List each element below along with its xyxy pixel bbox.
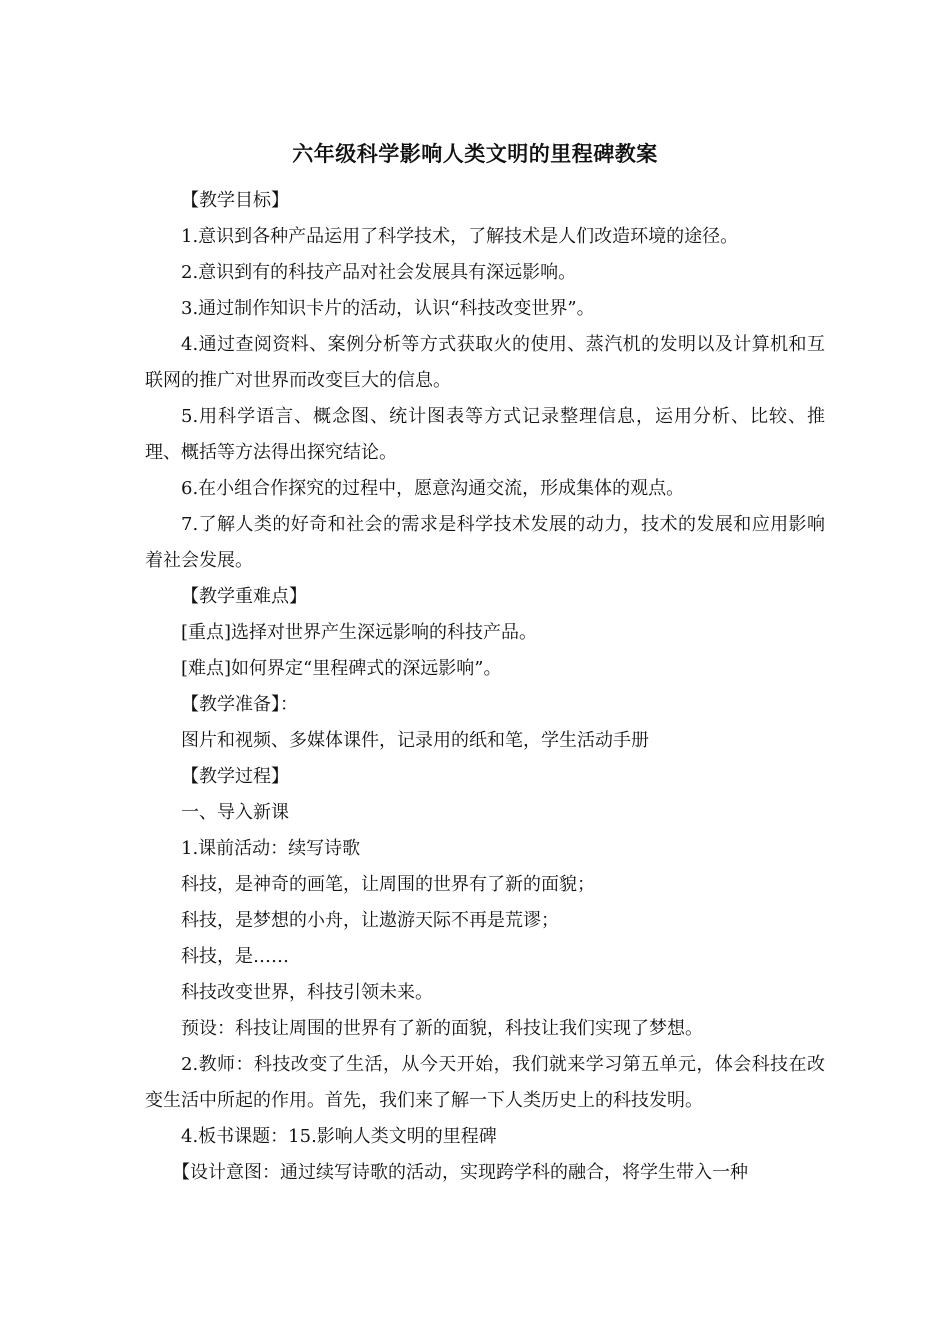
poem-line-1: 科技，是神奇的画笔，让周围的世界有了新的面貌；: [181, 874, 595, 895]
process-step-2: 2.教师：科技改变了生活，从今天开始，我们就来学习第五单元，体会科技在改变生活中所起的作用。首先，我们来了解一下人类历史上的科技发明。: [145, 1054, 825, 1111]
objective-item-1: 1.意识到各种产品运用了科学技术，了解技术是人们改造环境的途径。: [181, 226, 739, 247]
objective-item-2: 2.意识到有的科技产品对社会发展具有深远影响。: [181, 262, 577, 283]
document-title: 六年级科学影响人类文明的里程碑教案: [292, 142, 658, 166]
preparation-text: 图片和视频、多媒体课件，记录用的纸和笔，学生活动手册: [181, 730, 649, 751]
objective-item-4: 4.通过查阅资料、案例分析等方式获取火的使用、蒸汽机的发明以及计算机和互联网的推广对世界而改变巨大的信息。: [145, 334, 825, 391]
design-intent: 【设计意图：通过续写诗歌的活动，实现跨学科的融合，将学生带入一种: [172, 1162, 748, 1183]
section-heading-key-points: 【教学重难点】: [181, 586, 307, 607]
poem-line-4: 科技改变世界，科技引领未来。: [181, 982, 433, 1003]
document-body: [145, 183, 825, 1191]
section-heading-objectives: 【教学目标】: [181, 190, 289, 211]
objective-item-5: 5.用科学语言、概念图、统计图表等方式记录整理信息，运用分析、比较、推理、概括等方法得出探究结论。: [145, 406, 825, 463]
objective-item-3: 3.通过制作知识卡片的活动，认识“科技改变世界”。: [181, 298, 595, 319]
process-step-1: 1.课前活动：续写诗歌: [181, 838, 361, 859]
objective-item-7: 7.了解人类的好奇和社会的需求是科学技术发展的动力，技术的发展和应用影响着社会发展。: [145, 514, 825, 571]
process-part-1-heading: 一、导入新课: [181, 802, 289, 823]
poem-line-3: 科技，是……: [181, 946, 289, 967]
key-point: [重点]选择对世界产生深远影响的科技产品。: [181, 622, 538, 643]
poem-line-2: 科技，是梦想的小舟，让遨游天际不再是荒谬；: [181, 910, 559, 931]
difficult-point: [难点]如何界定“里程碑式的深远影响”。: [181, 658, 502, 679]
section-heading-process: 【教学过程】: [181, 766, 289, 787]
objective-item-6: 6.在小组合作探究的过程中，愿意沟通交流，形成集体的观点。: [181, 478, 685, 499]
section-heading-preparation: 【教学准备】：: [181, 694, 298, 715]
expected-answer: 预设：科技让周围的世界有了新的面貌，科技让我们实现了梦想。: [181, 1018, 703, 1039]
process-step-4: 4.板书课题：15.影响人类文明的里程碑: [181, 1126, 497, 1147]
